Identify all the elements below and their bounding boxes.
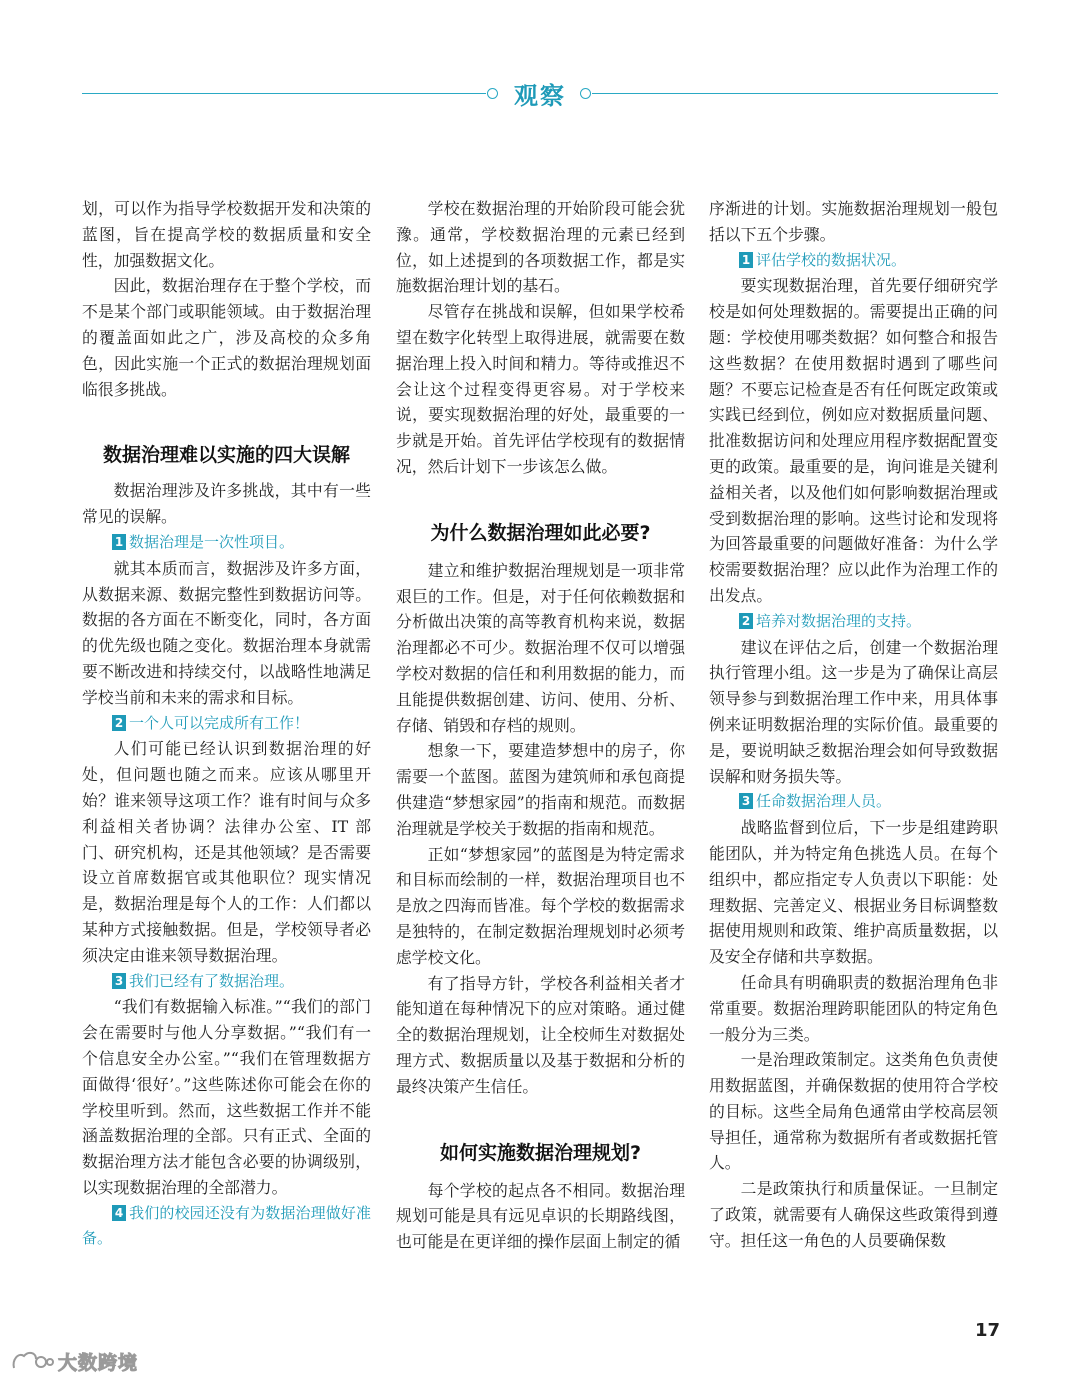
paragraph: 任命具有明确职责的数据治理角色非常重要。数据治理跨职能团队的特定角色一般分为三类。 bbox=[709, 972, 998, 1044]
item-number-badge: 3 bbox=[112, 973, 126, 989]
section-heading: 数据治理难以实施的四大误解 bbox=[102, 444, 350, 467]
paragraph: 数据治理涉及许多挑战，其中有一些常见的误解。 bbox=[82, 481, 371, 527]
paragraph: 建议在评估之后，创建一个数据治理执行管理小组。这一步是为了确保让高层领导参与到数据治理工作中来，用具体事例来证明数据治理的实际价值。最重要的是，要说明缺乏数据治理会如何导致数据误解和财务损失等。 bbox=[709, 637, 998, 786]
paragraph: 一是治理政策制定。这类角色负责使用数据蓝图，并确保数据的使用符合学校的目标。这些全局角色通常由学校高层领导担任，通常称为数据所有者或数据托管人。 bbox=[709, 1050, 998, 1173]
paragraph: 学校在数据治理的开始阶段可能会犹豫。通常，学校数据治理的元素已经到位，如上述提到的各项数据工作，都是实施数据治理计划的基石。 bbox=[396, 199, 685, 296]
numbered-item bbox=[709, 609, 998, 635]
numbered-item bbox=[709, 789, 998, 815]
column-2 bbox=[396, 196, 685, 1255]
section-heading: 如何实施数据治理规划? bbox=[439, 1141, 642, 1164]
paragraph: 就其本质而言，数据涉及许多方面，从数据来源、数据完整性到数据访问等。数据的各方面在不断变化，同时，各方面的优先级也随之变化。数据治理本身就需要不断改进和持续交付，以战略性地满足学校当前和未来的需求和目标。 bbox=[82, 558, 371, 707]
paragraph: 想象一下，要建造梦想中的房子，你需要一个蓝图。蓝图为建筑师和承包商提供建造“梦想家园”的指南和规范。而数据治理就是学校关于数据的指南和规范。 bbox=[396, 741, 685, 838]
item-text: 培养对数据治理的支持。 bbox=[756, 611, 922, 630]
paragraph: 要实现数据治理，首先要仔细研究学校是如何处理数据的。需要提出正确的问题：学校使用哪类数据？如何整合和报告这些数据？在使用数据时遇到了哪些问题？不要忘记检查是否有任何既定政策或实践已经到位，例如应对数据质量问题、批准数据访问和处理应用程序数据配置变更的政策。最重要的是，询问谁是关键利益相关者，以及他们如何影响数据治理或受到数据治理的影响。这些讨论和发现将为回答最重要的问题做好准备：为什么学校需要数据治理？应以此作为治理工作的出发点。 bbox=[709, 276, 998, 605]
paragraph: 尽管存在挑战和误解，但如果学校希望在数字化转型上取得进展，就需要在数据治理上投入时间和精力。等待或推迟不会让这个过程变得更容易。对于学校来说，要实现数据治理的好处，最重要的一步就是开始。首先评估学校现有的数据情况，然后计划下一步该怎么做。 bbox=[396, 302, 685, 476]
column-1 bbox=[82, 196, 371, 1252]
item-text: 我们已经有了数据治理。 bbox=[129, 971, 295, 990]
paragraph: 每个学校的起点各不相同。数据治理规划可能是具有远见卓识的长期路线图，也可能是在更详细的操作层面上制定的循 bbox=[396, 1180, 685, 1252]
item-number-badge: 4 bbox=[112, 1205, 126, 1221]
numbered-item bbox=[709, 248, 998, 274]
item-number-badge: 3 bbox=[739, 793, 753, 809]
watermark-logo-icon bbox=[10, 1348, 54, 1374]
paragraph: 序渐进的计划。实施数据治理规划一般包括以下五个步骤。 bbox=[709, 199, 998, 244]
section-heading: 为什么数据治理如此必要? bbox=[430, 521, 651, 544]
paragraph: “我们有数据输入标准。”“我们的部门会在需要时与他人分享数据。”“我们有一个信息安全办公室。”“我们在管理数据方面做得‘很好’。”这些陈述你可能会在你的学校里听到。然而，这些数据工作并不能涵盖数据治理的全部。只有正式、全面的数据治理方法才能包含必要的协调级别，以实现数据治理的全部潜力。 bbox=[82, 997, 371, 1197]
paragraph: 战略监督到位后，下一步是组建跨职能团队，并为特定角色挑选人员。在每个组织中，都应指定专人负责以下职能：处理数据、完善定义、根据业务目标调整数据使用规则和政策、维护高质量数据，以及安全存储和共享数据。 bbox=[709, 818, 998, 967]
numbered-item bbox=[82, 711, 371, 737]
item-text: 我们的校园还没有为数据治理做好准备。 bbox=[82, 1203, 371, 1248]
watermark-text: 大数跨境 bbox=[58, 1352, 139, 1374]
paragraph: 建立和维护数据治理规划是一项非常艰巨的工作。但是，对于任何依赖数据和分析做出决策的高等教育机构来说，数据治理都必不可少。数据治理不仅可以增强学校对数据的信任和利用数据的能力，而且能提供数据创建、访问、使用、分析、存储、销毁和存档的规则。 bbox=[396, 560, 685, 735]
paragraph: 有了指导方针，学校各利益相关者才能知道在每种情况下的应对策略。通过健全的数据治理规划，让全校师生对数据处理方式、数据质量以及基于数据和分析的最终决策产生信任。 bbox=[396, 973, 685, 1096]
section-label: 观察 bbox=[514, 82, 566, 110]
paragraph: 二是政策执行和质量保证。一旦制定了政策，就需要有人确保这些政策得到遵守。担任这一角色的人员要确保数 bbox=[709, 1179, 998, 1250]
paragraph: 划，可以作为指导学校数据开发和决策的蓝图，旨在提高学校的数据质量和安全性，加强数据文化。 bbox=[82, 199, 371, 270]
paragraph: 人们可能已经认识到数据治理的好处，但问题也随之而来。应该从哪里开始？谁来领导这项工作？谁有时间与众多利益相关者协调？法律办公室、IT 部门、研究机构，还是其他领域？是否需要设立首席数据官或其他职位？现实情况是，数据治理是每个人的工作：人们都以某种方式接触数据。但是，学校领导者必须决定由谁来领导数据治理。 bbox=[82, 739, 371, 965]
item-text: 评估学校的数据状况。 bbox=[756, 250, 907, 269]
item-text: 一个人可以完成所有工作！ bbox=[129, 713, 310, 732]
paragraph: 因此，数据治理存在于整个学校，而不是某个部门或职能领域。由于数据治理的覆盖面如此之广，涉及高校的众多角色，因此实施一个正式的数据治理规划面临很多挑战。 bbox=[82, 276, 371, 399]
numbered-item bbox=[82, 969, 371, 995]
numbered-item bbox=[82, 1201, 371, 1253]
numbered-item bbox=[82, 530, 371, 556]
page-header bbox=[0, 72, 1080, 116]
item-number-badge: 2 bbox=[112, 715, 126, 731]
item-number-badge: 1 bbox=[739, 252, 753, 268]
item-number-badge: 1 bbox=[112, 534, 126, 550]
paragraph: 正如“梦想家园”的蓝图是为特定需求和目标而绘制的一样，数据治理项目也不是放之四海而皆准。每个学校的数据需求是独特的，在制定数据治理规划时必须考虑学校文化。 bbox=[396, 844, 685, 967]
header-circle-right bbox=[580, 88, 591, 99]
header-rule-right bbox=[592, 93, 998, 94]
header-rule-left bbox=[82, 93, 486, 94]
item-text: 任命数据治理人员。 bbox=[756, 792, 892, 811]
header-circle-left bbox=[487, 88, 498, 99]
page-number: 17 bbox=[974, 1320, 1000, 1341]
column-3 bbox=[709, 196, 998, 1254]
item-text: 数据治理是一次性项目。 bbox=[129, 532, 295, 551]
item-number-badge: 2 bbox=[739, 613, 753, 629]
